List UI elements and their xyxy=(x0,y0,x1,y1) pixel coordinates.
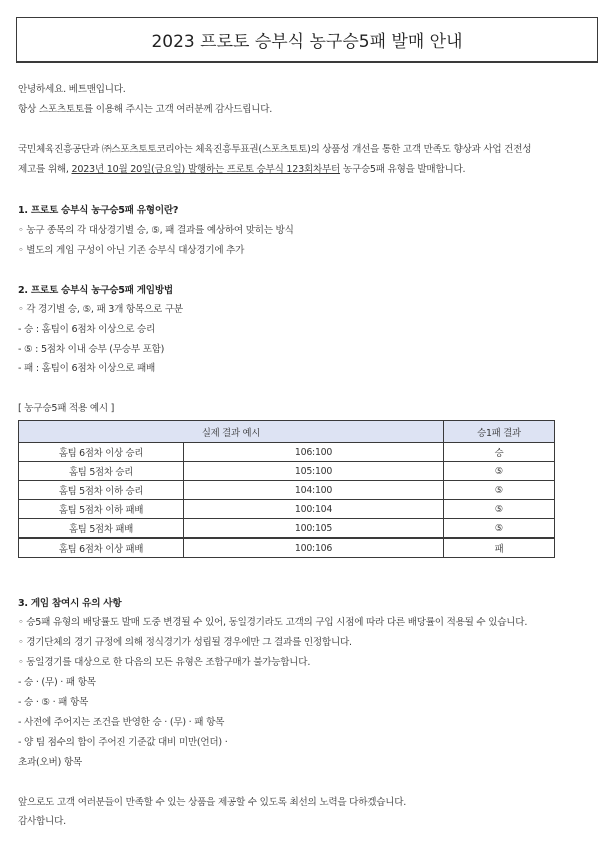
row-score: 100:106 xyxy=(184,538,444,558)
row-score: 100:105 xyxy=(184,519,444,539)
section2-item: - 승 : 홈팀이 6점차 이상으로 승리 xyxy=(18,324,156,335)
row-result: ⑤ xyxy=(444,519,555,539)
section1-item: ◦ 별도의 게임 구성이 아닌 기존 승부식 대상경기에 추가 xyxy=(18,245,245,256)
table-row xyxy=(19,519,555,539)
row-score: 105:100 xyxy=(184,462,444,481)
table-header-result: 승1패 결과 xyxy=(444,421,555,443)
sample-result-table xyxy=(18,420,555,558)
section3-heading: 3. 게임 참여시 유의 사항 xyxy=(18,598,122,609)
row-result: ⑤ xyxy=(444,481,555,500)
section3-item: - 승 · (무) · 패 항목 xyxy=(18,677,96,688)
row-description: 홈팀 5점차 승리 xyxy=(19,462,184,481)
row-description: 홈팀 5점차 패배 xyxy=(19,519,184,539)
intro-line-2 xyxy=(18,163,465,177)
section3-item: ◦ 동일경기를 대상으로 한 다음의 모든 유형은 조합구매가 불가능합니다. xyxy=(18,657,311,668)
table-caption: [ 농구승5패 적용 예시 ] xyxy=(18,403,115,414)
row-description: 홈팀 5점차 이하 패배 xyxy=(19,500,184,519)
table-row xyxy=(19,443,555,462)
greeting-line-2: 항상 스포츠토토를 이용해 주시는 고객 여러분께 감사드립니다. xyxy=(18,104,273,115)
row-description: 홈팀 6점차 이상 승리 xyxy=(19,443,184,462)
page-title: 2023 프로토 승부식 농구승5패 발매 안내 xyxy=(151,32,463,52)
row-score: 104:100 xyxy=(184,481,444,500)
row-score: 100:104 xyxy=(184,500,444,519)
table-row xyxy=(19,500,555,519)
title-box xyxy=(16,17,598,63)
section3-item: - 양 팀 점수의 합이 주어진 기준값 대비 미만(언더) · xyxy=(18,737,228,748)
greeting-line-1: 안녕하세요. 베트맨입니다. xyxy=(18,84,126,95)
table-row xyxy=(19,462,555,481)
table-header-example: 실제 결과 예시 xyxy=(19,421,444,443)
section2-item: - 패 : 홈팀이 6점차 이상으로 패배 xyxy=(18,363,156,374)
section3-item: - 사전에 주어지는 조건을 반영한 승 · (무) · 패 항목 xyxy=(18,717,225,728)
closing-line-1: 앞으로도 고객 여러분들이 만족할 수 있는 상품을 제공할 수 있도록 최선의 노력을 다하겠습니다. xyxy=(18,797,407,808)
section2-item: - ⑤ : 5점차 이내 승부 (무승부 포함) xyxy=(18,344,165,355)
row-description: 홈팀 5점차 이하 승리 xyxy=(19,481,184,500)
intro-line-2-post: 농구승5패 유형을 발매합니다. xyxy=(340,164,466,175)
section3-item: - 승 · ⑤ · 패 항목 xyxy=(18,697,89,708)
row-result: ⑤ xyxy=(444,462,555,481)
section3-item: ◦ 승5패 유형의 배당률도 발매 도중 변경될 수 있어, 동일경기라도 고객의 구입 시점에 따라 다른 배당률이 적용될 수 있습니다. xyxy=(18,617,528,628)
section2-item: ◦ 각 경기별 승, ⑤, 패 3개 항목으로 구분 xyxy=(18,304,183,315)
row-result: ⑤ xyxy=(444,500,555,519)
section3-item: 초과(오버) 항목 xyxy=(18,757,82,768)
section1-item: ◦ 농구 종목의 각 대상경기별 승, ⑤, 패 결과를 예상하여 맞히는 방식 xyxy=(18,225,294,236)
row-result: 승 xyxy=(444,443,555,462)
table-row xyxy=(19,481,555,500)
section1-heading: 1. 프로토 승부식 농구승5패 유형이란? xyxy=(18,205,179,216)
intro-line-2-pre: 제고를 위해, xyxy=(18,164,72,175)
row-description: 홈팀 6점차 이상 패배 xyxy=(19,538,184,558)
section3-item: ◦ 경기단체의 경기 규정에 의해 정식경기가 성립될 경우에만 그 결과를 인정합니다. xyxy=(18,637,352,648)
intro-line-1: 국민체육진흥공단과 ㈜스포츠토토코리아는 체육진흥투표권(스포츠토토)의 상품성 개선을 통한 고객 만족도 향상과 사업 건전성 xyxy=(18,144,532,155)
row-score: 106:100 xyxy=(184,443,444,462)
table-row xyxy=(19,538,555,558)
section2-heading: 2. 프로토 승부식 농구승5패 게임방법 xyxy=(18,285,173,296)
row-result: 패 xyxy=(444,538,555,558)
closing-line-2: 감사합니다. xyxy=(18,816,66,827)
intro-date-underlined: 2023년 10월 20일(금요일) 발행하는 프로토 승부식 123회차부터 xyxy=(71,164,341,175)
